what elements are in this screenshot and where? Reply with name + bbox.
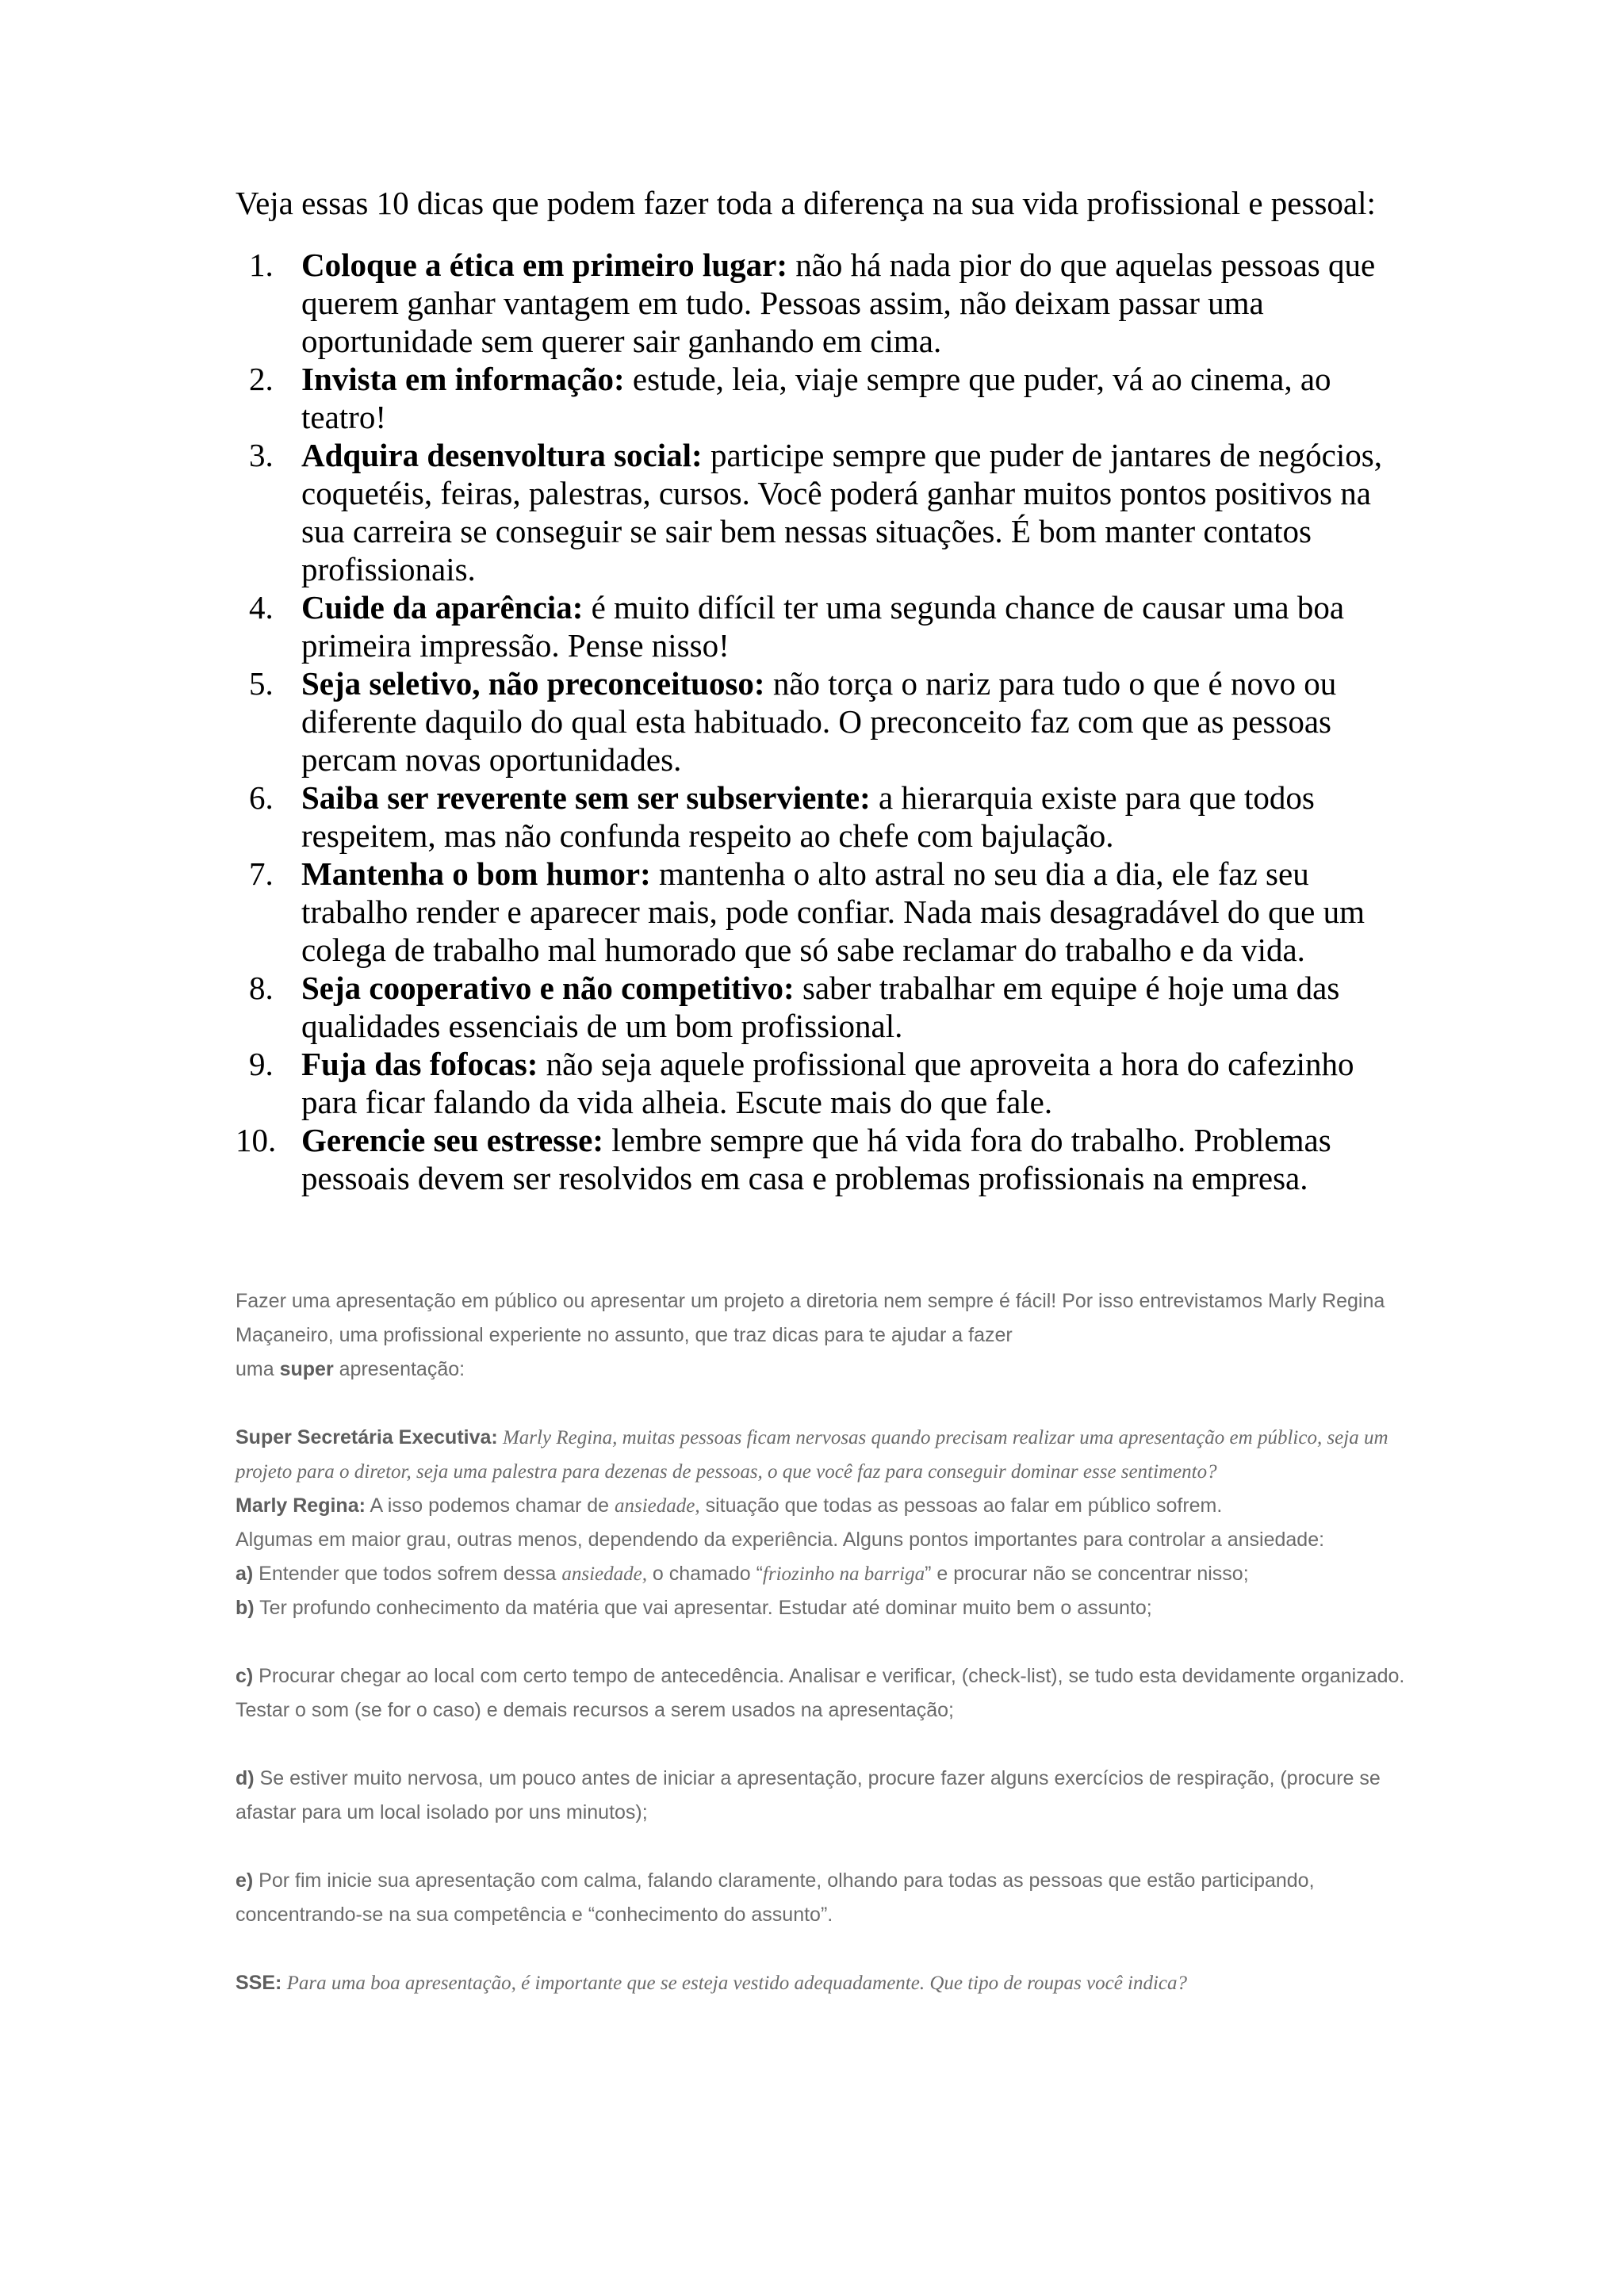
tip-title: Fuja das fofocas: — [301, 1046, 538, 1082]
list-item — [236, 1121, 1409, 1197]
list-item — [236, 246, 1409, 360]
tip-text: é muito difícil ter uma segunda chance de causar uma boa primeira impressão. Pense nisso! — [301, 589, 1345, 664]
interview-lead — [236, 1284, 1409, 1387]
lead-text: Fazer uma apresentação em público ou apresentar um projeto a diretoria nem sempre é fácil! Por isso entrevistamos Marly Regina Maçaneiro, uma profissional experiente no assunto, que traz dicas para te ajudar a fazer — [236, 1290, 1385, 1346]
tip-text: mantenha o alto astral no seu dia a dia, ele faz seu trabalho render e aparecer mais, pode confiar. Nada mais desagradável do que um colega de trabalho mal humorado que só sabe reclamar do trabalho e da vida. — [301, 855, 1365, 968]
point-text: ” e procurar não se concentrar nisso; — [925, 1563, 1249, 1585]
list-item — [236, 588, 1409, 664]
list-number: 9. — [249, 1046, 274, 1082]
question-label: SSE: — [236, 1972, 282, 1994]
point-label: b) — [236, 1597, 255, 1619]
answer-text: Algumas em maior grau, outras menos, dependendo da experiência. Alguns pontos importantes para controlar a ansiedade: — [236, 1529, 1325, 1551]
question-label: Super Secretária Executiva: — [236, 1426, 498, 1448]
lead-text: apresentação: — [333, 1358, 465, 1380]
point-label: a) — [236, 1563, 254, 1585]
point-label: d) — [236, 1767, 255, 1789]
lead-emphasis: super — [279, 1358, 334, 1380]
tip-title: Seja cooperativo e não competitivo: — [301, 970, 795, 1006]
tips-list — [236, 246, 1409, 1197]
tip-text: a hierarquia existe para que todos respeitem, mas não confunda respeito ao chefe com bajulação. — [301, 779, 1315, 854]
point-e — [236, 1864, 1409, 1932]
tip-text: não torça o nariz para tudo o que é novo ou diferente daquilo do qual esta habituado. O preconceito faz com que as pessoas percam novas oportunidades. — [301, 665, 1337, 778]
list-item — [236, 779, 1409, 855]
tip-text: participe sempre que puder de jantares de negócios, coquetéis, feiras, palestras, cursos. Você poderá ganhar muitos pontos positivos na sua carreira se conseguir se sair bem nessas situações. É bom manter contatos profissionais. — [301, 437, 1382, 587]
list-number: 2. — [249, 361, 274, 397]
tip-title: Mantenha o bom humor: — [301, 855, 651, 892]
list-item — [236, 969, 1409, 1045]
point-text: o chamado “ — [646, 1563, 763, 1585]
list-item — [236, 436, 1409, 588]
tip-title: Invista em informação: — [301, 361, 625, 397]
point-c — [236, 1659, 1409, 1728]
tip-title: Saiba ser reverente sem ser subserviente: — [301, 779, 871, 816]
list-number: 6. — [249, 779, 274, 816]
point-text: Ter profundo conhecimento da matéria que vai apresentar. Estudar até dominar muito bem o assunto; — [254, 1597, 1152, 1619]
answer-text: situação que todas as pessoas ao falar em público sofrem. — [699, 1494, 1223, 1517]
question-text: Para uma boa apresentação, é importante que se esteja vestido adequadamente. Que tipo de roupas você indica? — [282, 1973, 1188, 1994]
document-page — [236, 184, 1409, 2000]
tip-title: Adquira desenvoltura social: — [301, 437, 703, 473]
list-item — [236, 1045, 1409, 1121]
list-number: 8. — [249, 970, 274, 1006]
point-italic: friozinho na barriga — [762, 1563, 925, 1585]
list-number: 4. — [249, 589, 274, 626]
tip-text: não há nada pior do que aquelas pessoas que querem ganhar vantagem em tudo. Pessoas assim, não deixam passar uma oportunidade sem querer sair ganhando em cima. — [301, 247, 1376, 359]
list-number: 5. — [249, 665, 274, 702]
question-1 — [236, 1421, 1409, 1489]
tip-text: saber trabalhar em equipe é hoje uma das qualidades essenciais de um bom profissional. — [301, 970, 1340, 1044]
point-italic: ansiedade, — [561, 1563, 647, 1585]
tip-title: Seja seletivo, não preconceituoso: — [301, 665, 765, 702]
list-number: 1. — [249, 247, 274, 283]
tip-title: Coloque a ética em primeiro lugar: — [301, 247, 787, 283]
point-label: e) — [236, 1869, 254, 1892]
answer-italic: ansiedade, — [615, 1495, 700, 1517]
tip-text: lembre sempre que há vida fora do trabalho. Problemas pessoais devem ser resolvidos em casa e problemas profissionais na empresa. — [301, 1122, 1331, 1196]
interview-section — [236, 1284, 1409, 2000]
tip-title: Gerencie seu estresse: — [301, 1122, 604, 1158]
point-b — [236, 1591, 1409, 1625]
list-item — [236, 360, 1409, 436]
intro-paragraph: Veja essas 10 dicas que podem fazer toda a diferença na sua vida profissional e pessoal: — [236, 185, 1376, 221]
list-item — [236, 664, 1409, 779]
answer-label: Marly Regina: — [236, 1494, 366, 1517]
tip-text: não seja aquele profissional que aproveita a hora do cafezinho para ficar falando da vida alheia. Escute mais do que fale. — [301, 1046, 1354, 1120]
point-a — [236, 1557, 1409, 1591]
point-text: Se estiver muito nervosa, um pouco antes de iniciar a apresentação, procure fazer alguns exercícios de respiração, (procure se afastar para um local isolado por uns minutos); — [236, 1767, 1381, 1823]
point-text: Por fim inicie sua apresentação com calma, falando claramente, olhando para todas as pessoas que estão participando, concentrando-se na sua competência e “conhecimento do assunto”. — [236, 1869, 1315, 1926]
point-label: c) — [236, 1665, 254, 1687]
list-item — [236, 855, 1409, 969]
list-number: 7. — [249, 855, 274, 892]
question-text: Marly Regina, muitas pessoas ficam nervosas quando precisam realizar uma apresentação em público, seja um projeto para o diretor, seja uma palestra para dezenas de pessoas, o que você faz para conseguir dominar esse sentimento? — [236, 1427, 1388, 1483]
point-d — [236, 1762, 1409, 1830]
answer-1 — [236, 1489, 1409, 1557]
list-number: 10. — [236, 1122, 277, 1158]
lead-text: uma — [236, 1358, 280, 1380]
question-2 — [236, 1966, 1409, 2000]
point-text: Procurar chegar ao local com certo tempo de antecedência. Analisar e verificar, (check-list), se tudo esta devidamente organizado. Testar o som (se for o caso) e demais recursos a serem usados na apresentação; — [236, 1665, 1405, 1721]
tip-text: estude, leia, viaje sempre que puder, vá ao cinema, ao teatro! — [301, 361, 1331, 435]
list-number: 3. — [249, 437, 274, 473]
tip-title: Cuide da aparência: — [301, 589, 584, 626]
point-text: Entender que todos sofrem dessa — [253, 1563, 562, 1585]
answer-text: A isso podemos chamar de — [365, 1494, 615, 1517]
